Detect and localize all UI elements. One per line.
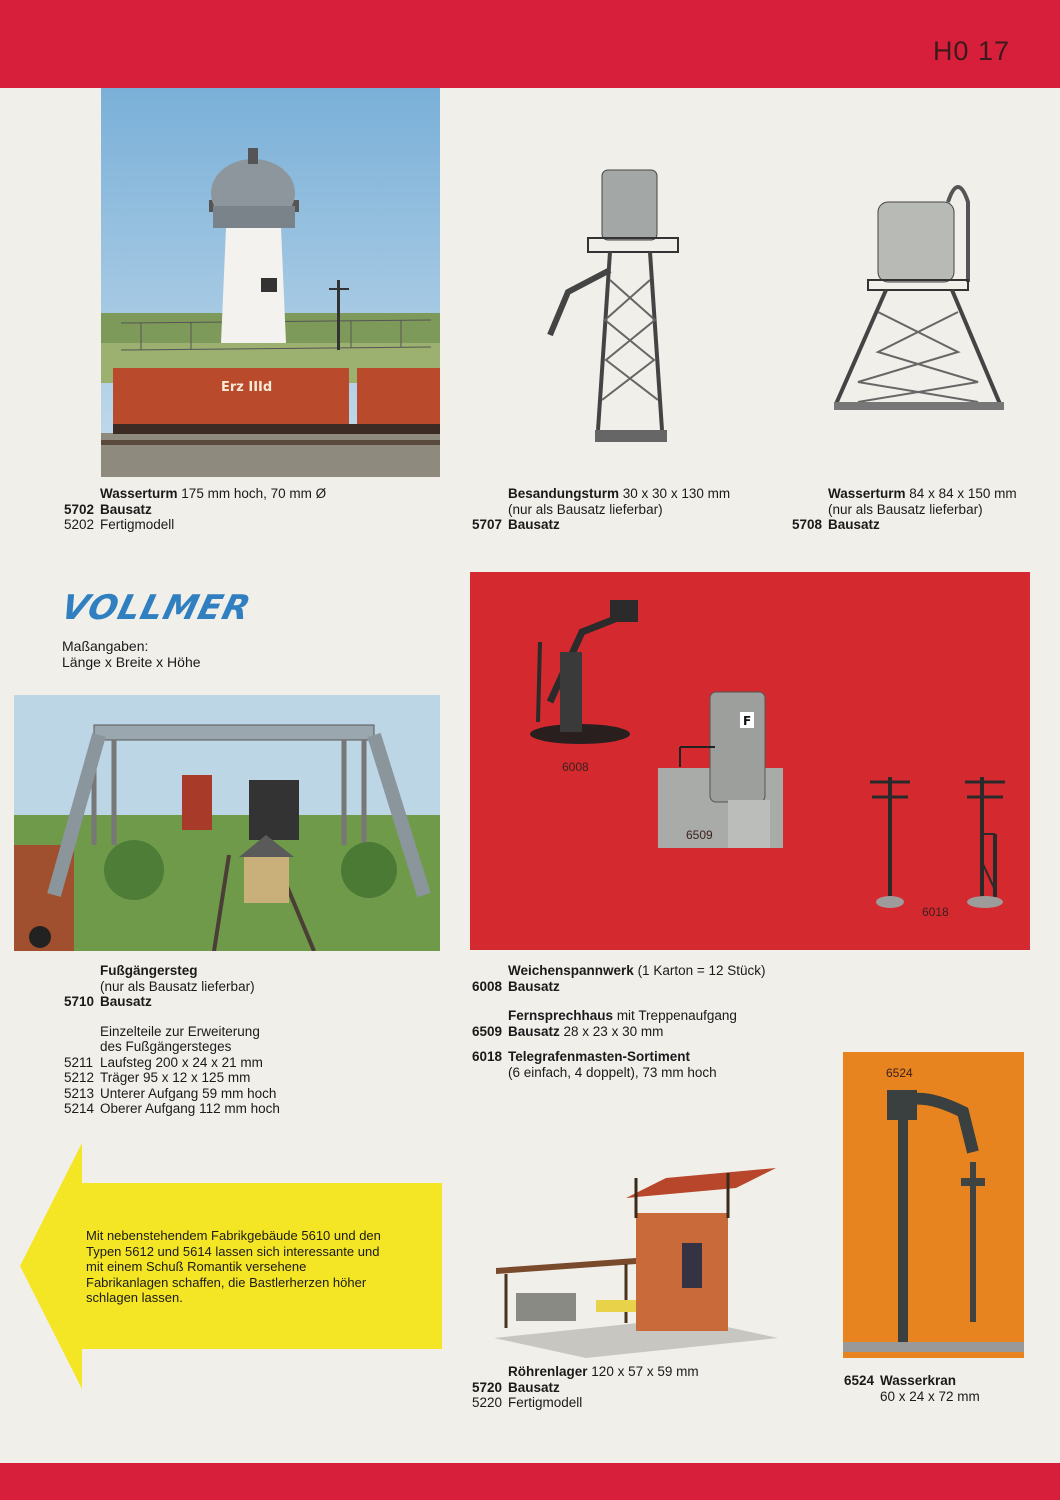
- article-label: Bausatz: [508, 1379, 560, 1395]
- article-number: 5710: [64, 994, 95, 1009]
- product-note: (nur als Bausatz lieferbar): [100, 978, 255, 994]
- product-note: (nur als Bausatz lieferbar): [508, 501, 663, 517]
- article-number: 6509: [472, 1023, 503, 1039]
- product-title: Fußgängersteg: [100, 963, 198, 978]
- vollmer-logo: VOLLMER: [57, 588, 256, 628]
- article-label: Bausatz: [508, 517, 560, 532]
- caption-wasserkran: [844, 1373, 980, 1404]
- part-label-6008: 6008: [562, 760, 589, 774]
- article-label: Bausatz: [828, 517, 880, 532]
- article-number: 5211: [64, 1054, 94, 1070]
- wasserkran-panel: [843, 1052, 1024, 1358]
- article-label: Bausatz: [508, 1023, 560, 1039]
- article-label: Bausatz: [100, 994, 152, 1009]
- article-number: 5214: [64, 1101, 95, 1116]
- article-number: 5720: [472, 1379, 503, 1395]
- product-title: Fernsprechhaus: [508, 1008, 614, 1023]
- besandungsturm-image: [540, 160, 700, 450]
- article-number: 5708: [792, 517, 823, 532]
- page-number: H0 17: [932, 36, 1010, 66]
- caption-wasserturm-5702: [64, 486, 326, 533]
- article-label: Bausatz: [508, 978, 560, 994]
- caption-roehrenlager: [472, 1364, 699, 1411]
- product-note: (1 Karton = 12 Stück): [637, 963, 766, 978]
- article-label: Bausatz: [100, 501, 152, 517]
- product-title: Wasserturm: [100, 486, 178, 501]
- article-label: Fertigmodell: [100, 517, 175, 532]
- caption-wasserturm-5708: [792, 486, 1017, 533]
- product-dims: 28 x 23 x 30 mm: [563, 1023, 664, 1039]
- article-number: 6524: [844, 1373, 875, 1388]
- article-label: Oberer Aufgang 112 mm hoch: [100, 1101, 280, 1116]
- product-note: (6 einfach, 4 doppelt), 73 mm hoch: [508, 1064, 717, 1080]
- part-label-6524: 6524: [886, 1066, 913, 1080]
- product-dims: 30 x 30 x 130 mm: [622, 486, 731, 501]
- product-dims: 84 x 84 x 150 mm: [909, 486, 1017, 501]
- article-number: 6008: [472, 978, 503, 994]
- product-dims: 175 mm hoch, 70 mm Ø: [181, 486, 327, 501]
- article-number: 5212: [64, 1070, 95, 1085]
- article-number: 5220: [472, 1395, 503, 1410]
- product-dims: 120 x 57 x 59 mm: [591, 1364, 699, 1379]
- product-title: Weichenspannwerk: [508, 963, 634, 978]
- product-dims: 60 x 24 x 72 mm: [880, 1388, 980, 1404]
- part-label-6509: 6509: [686, 828, 713, 842]
- product-title: Telegrafenmasten-Sortiment: [508, 1049, 691, 1064]
- product-title: Wasserturm: [828, 486, 906, 501]
- wasserturm-photo: [101, 88, 440, 477]
- article-label: Unterer Aufgang 59 mm hoch: [100, 1085, 277, 1101]
- caption-besandungsturm: [472, 486, 730, 533]
- article-label: Fertigmodell: [508, 1395, 583, 1410]
- caption-fussgaengersteg: [64, 963, 280, 1117]
- article-number: 6018: [472, 1049, 503, 1064]
- svg-text:F: F: [743, 714, 752, 728]
- article-label: Laufsteg 200 x 24 x 21 mm: [100, 1054, 263, 1070]
- bottom-band: [0, 1463, 1060, 1500]
- units-note: [62, 639, 201, 670]
- accessories-panel: [470, 572, 1030, 950]
- product-note: (nur als Bausatz lieferbar): [828, 501, 983, 517]
- article-label: Träger 95 x 12 x 125 mm: [100, 1070, 251, 1085]
- parts-intro: des Fußgängersteges: [100, 1039, 232, 1054]
- product-title: Wasserkran: [880, 1373, 957, 1388]
- top-band: [0, 0, 1060, 88]
- arrow-text: Mit nebenstehendem Fabrikgebäude 5610 und den Typen 5612 und 5614 lassen sich interessante und mit einem Schuß Romantik versehene Fabrikanlagen schaffen, die Bastlerherzen höher schlagen lassen.: [86, 1228, 381, 1305]
- units-note-line1: Maßangaben:: [62, 638, 149, 654]
- units-note-line2: Länge x Breite x Höhe: [62, 653, 201, 670]
- wasserturm-5708-image: [828, 172, 1008, 452]
- wagon-marking: Erz IIId: [221, 380, 273, 395]
- parts-intro: Einzelteile zur Erweiterung: [100, 1023, 260, 1039]
- article-number: 5702: [64, 501, 95, 517]
- article-number: 5213: [64, 1085, 95, 1101]
- article-number: 5707: [472, 517, 503, 532]
- caption-accessories: [472, 963, 766, 1080]
- fussgaengersteg-photo: [14, 695, 440, 951]
- roehrenlager-image: [486, 1158, 786, 1358]
- part-label-6018: 6018: [922, 905, 949, 919]
- product-title: Besandungsturm: [508, 486, 620, 501]
- product-title: Röhrenlager: [508, 1364, 588, 1379]
- product-note: mit Treppenaufgang: [616, 1008, 737, 1023]
- article-number: 5202: [64, 517, 95, 532]
